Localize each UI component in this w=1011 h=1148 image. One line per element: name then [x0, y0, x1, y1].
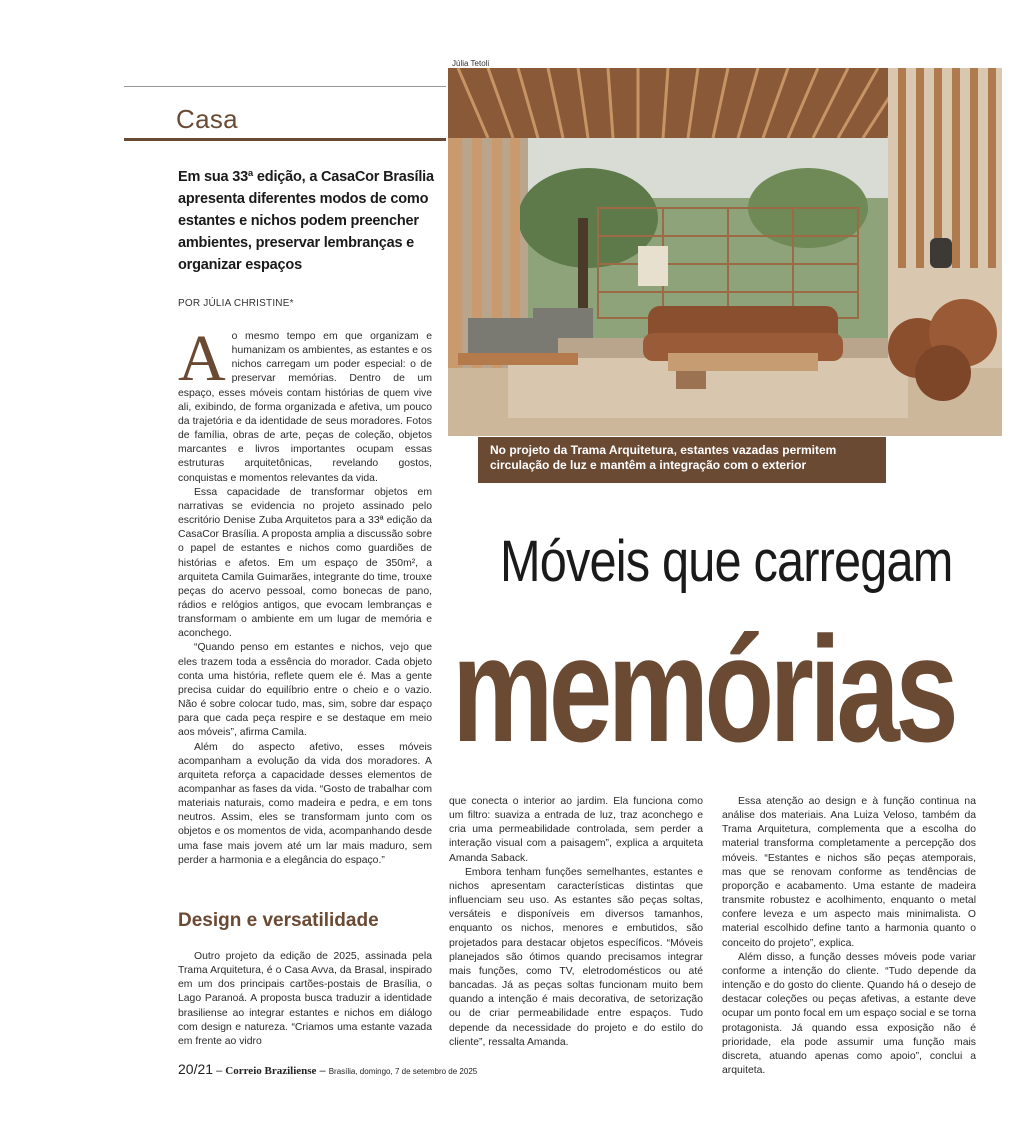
article-column-3: [722, 795, 976, 1078]
newspaper-name: Correio Braziliense: [225, 1065, 317, 1077]
paragraph: Essa capacidade de transformar objetos em narrativas se evidencia no projeto assinado pelo escritório Denise Zuba Arquitetos para a 33ª edição da CasaCor Brasília. A proposta amplia a discussão sobre o papel de estantes e nichos como guardiões de histórias e afetos. Em um espaço de 350m², a arquiteta Camila Guimarães, integrante do time, trouxe peças do acervo pessoal, como bonecas de pano, rádios e relógios antigos, que evocam lembranças e transformam o ambiente em um lugar de memória e aconchego.: [178, 486, 432, 640]
footer-separator: –: [216, 1065, 223, 1077]
paragraph: o mesmo tempo em que organizam e humanizam os ambientes, as estantes e os nichos carregam um poder especial: o de preservar memórias. Dentro de um espaço, esses móveis contam histórias de quem vive ali, exibindo, de forma organizada e afetiva, um pouco da trajetória e da identidade de seus moradores. Fotos de família, obras de arte, peças de coleção, objetos marcantes e livros importantes ocupam essas estruturas arquitetônicas, revelando gostos, conquistas e momentos relevantes da vida.: [178, 331, 432, 484]
headline-line-1: Móveis que carregam: [500, 529, 953, 594]
publication-date: Brasília, domingo, 7 de setembro de 2025: [328, 1067, 478, 1076]
footer-separator: –: [319, 1065, 326, 1077]
paragraph: “Quando penso em estantes e nichos, vejo que eles trazem toda a essência do morador. Cada objeto conta uma história, reflete quem ele é. Mas a gente precisa cuidar do equilíbrio entre o cheio e o vazio. Não é sobre colocar tudo, mas, sim, sobre dar espaço para que cada peça respire e se destaque em meio aos móveis”, afirma Camila.: [178, 642, 432, 739]
article-column-2: [449, 795, 703, 1050]
deck-subtitle: Em sua 33ª edição, a CasaCor Brasília apresenta diferentes modos de como estantes e nichos podem preencher ambientes, preservar lembranças e organizar espaços: [178, 169, 434, 273]
paragraph: Embora tenham funções semelhantes, estantes e nichos apresentam características distintas que influenciam seu uso. As estantes são peças soltas, versáteis e disponíveis em diversos tamanhos, enquanto os nichos, menores e embutidos, são projetados para destacar objetos específicos. “Móveis planejados são ótimos quando precisamos integrar mais funções, como TV, eletrodomésticos ou até bancadas. Já as peças soltas funcionam muito bem quando a intenção é mais decorativa, de setorização ou de criar permeabilidade entre espaços. Tudo depende da necessidade do projeto e do estilo do cliente”, ressalta Amanda.: [449, 866, 703, 1048]
drop-cap: A: [178, 322, 226, 395]
paragraph: Outro projeto da edição de 2025, assinada pela Trama Arquitetura, é o Casa Avva, da Brasal, inspirado em um dos principais cartões-postais de Brasília, o Lago Paranoá. A proposta busca traduzir a identidade brasiliense ao integrar estantes e nichos em diálogo com design e natureza. “Criamos uma estante vazada em frente ao vidro: [178, 951, 432, 1047]
photo-caption: No projeto da Trama Arquitetura, estantes vazadas permitem circulação de luz e mantêm a integração com o exterior: [478, 437, 886, 483]
top-rule: [124, 86, 446, 87]
page-footer: [178, 1061, 477, 1077]
subhead: Design e versatilidade: [178, 910, 379, 931]
photo-credit: Júlia Tetoli: [452, 59, 490, 68]
paragraph: Essa atenção ao design e à função continua na análise dos materiais. Ana Luiza Veloso, também da Trama Arquitetura, complementa que a escolha do material transforma completamente a percepção dos móveis. “Estantes e nichos são peças atemporais, mas que se renovam conforme as tendências de proporção e acabamento. Uma estante de madeira transmite robustez e acolhimento, enquanto o metal confere leveza e um aspecto mais minimalista. O material escolhido define tanto a harmonia quanto o conceito do projeto”, explica.: [722, 796, 976, 949]
section-label: Casa: [176, 104, 238, 134]
article-column-1-continued: [178, 950, 432, 1049]
paragraph: que conecta o interior ao jardim. Ela funciona como um filtro: suaviza a entrada de luz, traz aconchego e cria uma permeabilidade controlada, sem perder a interação visual com a paisagem”, explica a arquiteta Amanda Saback.: [449, 796, 703, 864]
living-room-photo: [448, 68, 1002, 436]
byline: POR JÚLIA CHRISTINE*: [178, 298, 294, 309]
paragraph: Além disso, a função desses móveis pode variar conforme a intenção do cliente. “Tudo depende da intenção e do gosto do cliente. Quando há o desejo de destacar coleções ou peças afetivas, a estante deve ocupar um ponto focal em um espaço social e se torna protagonista. Já quando essa exposição não é prioridade, ela pode assumir uma função mais discreta, atuando apenas como apoio”, conclui a arquiteta.: [722, 951, 976, 1076]
page-numbers: 20/21: [178, 1061, 214, 1077]
section-bar: [124, 138, 446, 141]
article-column-1: [178, 322, 432, 868]
headline-line-2: memórias: [452, 605, 955, 773]
paragraph: Além do aspecto afetivo, esses móveis acompanham a evolução da vida dos moradores. A arquiteta reforça a capacidade desses elementos de acompanhar as fases da vida. “Gosto de trabalhar com materiais naturais, como madeira e pedra, e em tons neutros. Assim, eles se transformam junto com os objetos e os momentos de vida, acompanhando desde uma fase mais jovem até um lar mais maduro, sem perder a harmonia e a elegância do espaço.”: [178, 741, 432, 866]
